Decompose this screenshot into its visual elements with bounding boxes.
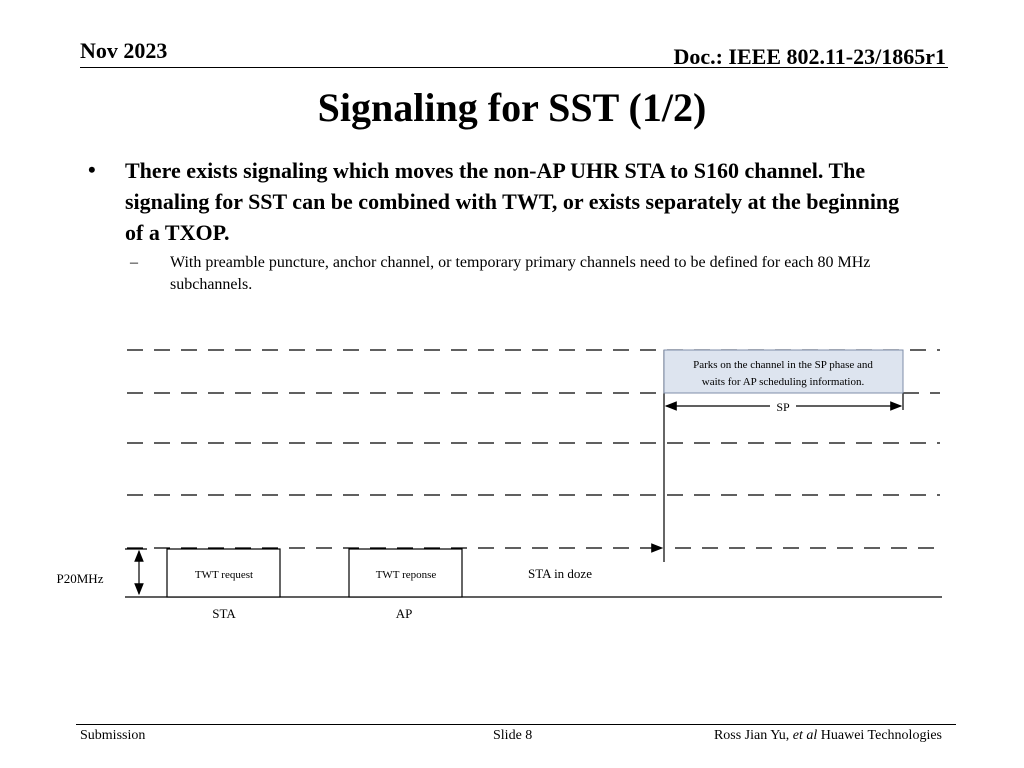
footer-divider xyxy=(76,724,956,725)
sp-label: SP xyxy=(776,400,790,414)
footer-slide-number: Slide 8 xyxy=(493,728,533,743)
twt-response-label: TWT reponse xyxy=(375,569,437,581)
footer-submission: Submission xyxy=(80,728,146,743)
sta-doze-label: STA in doze xyxy=(528,566,592,581)
parks-note-line1: Parks on the channel in the SP phase and xyxy=(693,359,873,371)
parks-note-line2: waits for AP scheduling information. xyxy=(701,376,865,388)
footer-author-etal: et al xyxy=(792,728,818,743)
p20-label: P20MHz xyxy=(56,571,104,586)
bullet-text: There exists signaling which moves the non-AP UHR STA to S160 channel. The signaling for SST can be combined with TWT, or exists separately at the beginning of a TXOP. xyxy=(125,158,900,245)
header-doc-id: Doc.: IEEE 802.11-23/1865r1 xyxy=(673,44,946,69)
footer-author-org: Huawei Technologies xyxy=(817,728,942,743)
footer-author-name: Ross Jian Yu, xyxy=(713,728,793,743)
footer-author xyxy=(714,728,942,744)
ap-label: AP xyxy=(395,606,413,621)
sta-label: STA xyxy=(212,606,236,621)
bullet-marker: • xyxy=(88,157,96,182)
slide-title: Signaling for SST (1/2) xyxy=(317,85,707,130)
twt-request-label: TWT request xyxy=(194,569,254,581)
sub-bullet-text: With preamble puncture, anchor channel, or temporary primary channels need to be defined for each 80 MHz subchannels. xyxy=(170,254,871,293)
sub-bullet-marker: – xyxy=(130,254,138,271)
header-date: Nov 2023 xyxy=(80,38,168,63)
